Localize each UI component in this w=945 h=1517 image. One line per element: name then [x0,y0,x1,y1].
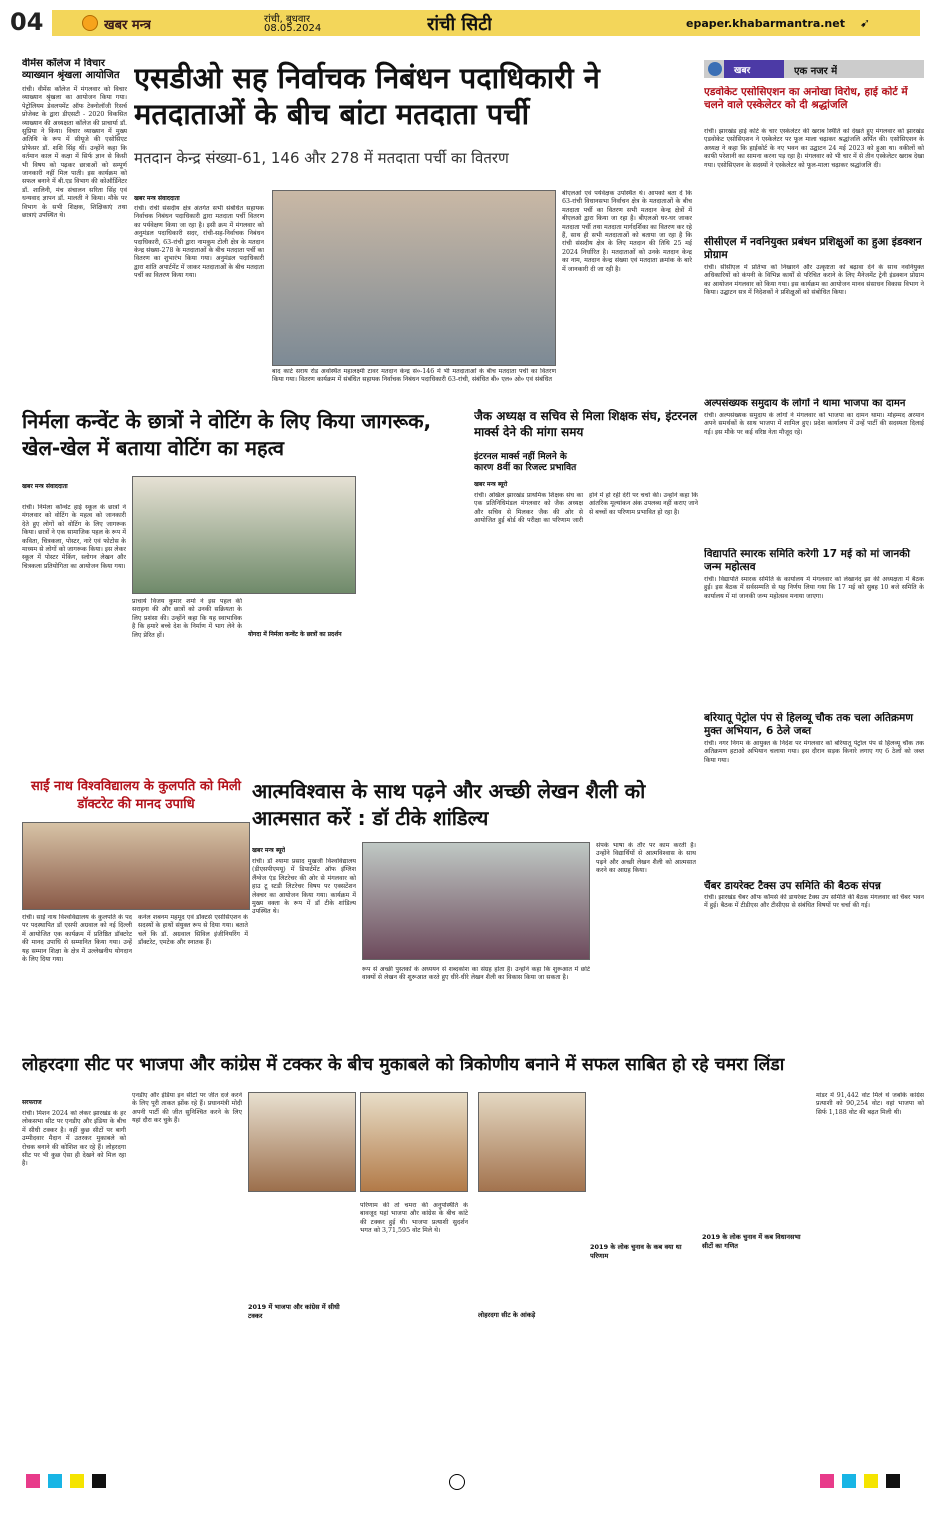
lohardaga-sub-2019: 2019 में भाजपा और कांग्रेस में सीधी टक्कर [248,1303,340,1320]
chamber-body: रांची। झारखंड चैंबर ऑफ कॉमर्स की डायरेक्ट टैक्स उप समिति की बैठक मंगलवार को चैंबर भवन में हुई। बैठक में टीडीएस और टीसीएस से संबंधित विषयों पर चर्चा की गई। [704,894,924,910]
lohardaga-photo-2 [360,1092,468,1192]
shandilya-body-2: रूप से अच्छी पुस्तकों के अध्ययन से शब्दकोश का संग्रह होता है। उन्होंने कहा कि शुरूआत में छोटे वाक्यों से लेखन की शुरूआत करते हुए धीरे-धीरे लेखन शैली का विकास किया जा सकता है। [362,966,590,982]
lohardaga-byline: सरफराज [22,1099,42,1106]
kulpati-headline: साईं नाथ विश्वविद्यालय के कुलपति को मिली डॉक्टरेट की मानद उपाधि [30,779,242,812]
shandilya-body: रांची। डॉ श्यामा प्रसाद मुखर्जी विश्वविद्यालय (डीएसपीएमयू) में डिपार्टमेंट ऑफ इंग्लिश लैंग्वेज एंड लिटरेचर की ओर से मंगलवार को हाउ टू स्टडी लिटरेचर विषय पर एक्सटेंशन लेक्चर का आयोजन किया गया। कार्यक्रम में मुख्य वक्ता के रूप में डॉ टीके शांडिल्य उपस्थित थे। [252,858,356,916]
lohardaga-body-3: परिणाम की तो चमरा की अनुपस्थिति के बावजूद यहां भाजपा और कांग्रेस के बीच कांटे की टक्कर हुई थी। भाजपा प्रत्याशी सुदर्शन भगत को 3,71,595 वोट मिले थे। [360,1202,468,1235]
lohardaga-photo-1 [248,1092,356,1192]
ek-nazar-ribbon [704,60,924,78]
nirmala-caption: योगदा में निर्मला कन्वेंट के छात्रों का प्रदर्शन [248,631,342,638]
kulpati-body: रांची। साईं नाथ विश्वविद्यालय के कुलपति के पद पर पदस्थापित डॉ एसपी अग्रवाल को नई दिल्ली में आयोजित एक कार्यक्रम में प्रतिष्ठित डॉक्टरेट की मानद उपाधि से सम्मानित किया गया। उन्हें यह सम्मान शिक्षा के क्षेत्र में उल्लेखनीय योगदान के लिए दिया गया। [22,914,132,964]
website-url[interactable]: epaper.khabarmantra.net [686,17,845,30]
shandilya-photo [362,842,590,960]
brand-name: खबर मन्त्र [104,18,152,33]
lohardaga-story [22,1052,924,1452]
masthead [0,0,945,46]
nirmala-body-2: प्राचार्य विजय कुमार शर्मा ने इस पहल की सराहना की और छात्रों को उनकी सक्रियता के लिए प्रशंसा की। उन्होंने कहा कि यह स्वाभाविक है कि हमारे बच्चे देश के निर्माण में भाग लेने के लिए प्रेरित हों। [132,598,242,639]
lohardaga-body-4: मांडर में 91,442 वोट मिले थे जबकि कांग्रेस प्रत्याशी को 90,254 वोट। वहां भाजपा को सिर्फ 1,188 वोट की बढ़त मिली थी। [816,1092,924,1116]
women-college-story [22,58,127,390]
main-photo-caption: बाद कार्ट सराय रोड अवस्थित महालक्ष्मी टावर मतदान केन्द्र सं०-146 में भी मतदाताओं के बीच मतदाता पर्ची का वितरण किया गया। वितरण कार्यक्रम में संबंधित सहायक निर्वाचक निबंधन पदाधिकारी 63-रांची, संबंधित बी० एल० ओ० एवं संबंधित [272,368,556,384]
ccl-headline: सीसीएल में नवनियुक्त प्रबंधन प्रशिक्षुओं का हुआ इंडक्शन प्रोग्राम [704,236,922,261]
ribbon-title: एक नजर में [794,66,838,77]
nirmala-byline: खबर मन्त्र संवाददाता [22,483,68,490]
jac-headline: जैक अध्यक्ष व सचिव से मिला शिक्षक संघ, इंटरनल मार्क्स देने की मांगा समय [474,409,698,439]
bjp-join-headline: अल्पसंख्यक समुदाय के लोगों ने थामा भाजपा का दामन [704,398,906,409]
escalator-headline: एडवोकेट एसोसिएशन का अनोखा विरोध, हाई कोर्ट में चलने वाले एस्केलेटर को दी श्रद्धांजलि [704,86,908,111]
cursor-icon: ➹ [860,16,871,30]
shandilya-byline: खबर मन्त्र ब्यूरो [252,847,286,854]
story-headline: वीमेंस कॉलेज में विचार व्याख्यान श्रृंखला आयोजित [22,58,120,81]
chamber-headline: चैंबर डायरेक्ट टैक्स उप समिति की बैठक संपन्न [704,880,881,892]
ek-nazar-column [704,60,924,1060]
lohardaga-body: रांची। मिशन 2024 को लेकर झारखंड के हर लोकसभा सीट पर एनडीए और इंडिया के बीच में सीधी टक्कर है। वहीं कुछ सीटों पर बागी उम्मीदवार मैदान में उतरकर मुकाबले को रोचक बनाने की कोशिश कर रहे हैं। लोहरदगा सीट पर भी कुछ ऐसा ही देखने को मिल रहा है। [22,1110,126,1168]
main-subhead: मतदान केन्द्र संख्या-61, 146 और 278 में मतदाता पर्ची का वितरण [134,149,509,167]
escalator-body: रांची। झारखंड हाई कोर्ट के चार एस्केलेटर की खराब स्थिति को देखते हुए मंगलवार को झारखंड एडवोकेट एसोसिएशन ने एस्केलेटर पर फूल माला चढ़ाकर श्रद्धांजलि अर्पित की। एसोसिएशन के अध्यक्ष ने कहा कि हाईकोर्ट के नए भवन का उद्घाटन 24 मई 2023 को हुआ था। वकीलों को काफी परेशानी का सामना करना पड़ रहा है। मंगलवार को भी चार में से तीन एस्केलेटर खराब देखा गया। एसोसिएशन के सदस्यों ने एस्केलेटर को फूल-माला चढ़ाकर श्रद्धांजलि दी। [704,128,924,169]
vidyapati-body: रांची। विद्यापति स्मारक समिति के कार्यालय में मंगलवार को लेखानंद झा की अध्यक्षता में बैठक हुई। इस बैठक में सर्वसम्मति से यह निर्णय लिया गया कि 17 मई को सुबह 10 बजे समिति के कार्यालय में मां जानकी जन्म महोत्सव मनाया जाएगा। [704,576,924,600]
globe-icon [708,62,722,76]
date: 08.05.2024 [264,23,322,34]
shandilya-headline: आत्मविश्वास के साथ पढ़ने और अच्छी लेखन शैली को आत्मसात करें : डॉ टीके शांडिल्य [252,779,646,830]
main-story [134,60,694,390]
kulpati-story [22,778,250,1040]
registration-mark-icon [449,1474,465,1490]
city-date: रांची, बुधवार [264,14,311,25]
kulpati-body-2: कर्नल शबनम महमूद एवं डॉक्टर्स एसोसिएशन के सदस्यों के हाथों संयुक्त रूप से दिया गया। बताते चलें कि डॉ. अग्रवाल सिविल इंजीनियरिंग में डॉक्टरेट, एमटेक और स्नातक हैं। [138,914,248,947]
lohardaga-headline: लोहरदगा सीट पर भाजपा और कांग्रेस में टक्कर के बीच मुकाबले को त्रिकोणीय बनाने में सफल साबित हो रहे चमरा लिंडा [22,1055,785,1075]
main-body-2: बीएलओ एवं पर्यवेक्षक उपस्थित थे। आपको बता दें कि 63-रांची विधानसभा निर्वाचन क्षेत्र के मतदाताओं के बीच मतदाता पर्ची का वितरण सभी मतदान केन्द्र क्षेत्रों में बीएलओ द्वारा किया जा रहा है। बीएलओ घर-घर जाकर मतदाता पर्ची तथा मतदाता मार्गदर्शिका का वितरण कर रहे हैं, साथ ही सभी मतदाताओं को बताया जा रहा है कि रांची संसदीय क्षेत्र के लिए मतदान की तिथि 25 मई 2024 निर्धारित है। मतदाताओं को उनके मतदान केन्द्र का नाम, मतदान केन्द्र संख्या एवं मतदाता क्रमांक के बारे में जानकारी दी जा रही है। [562,190,692,273]
color-registration-left [26,1474,126,1488]
ribbon-label: खबर [724,60,784,78]
lohardaga-sub-assembly: 2019 के लोक चुनाव में कब विधानसभा सीटों का गणित [702,1233,801,1250]
jac-byline: खबर मन्त्र ब्यूरो [474,481,508,488]
shandilya-body-3: संपर्क भाषा के तौर पर काम करती है। उन्होंने विद्यार्थियों से आत्मविश्वास के साथ पढ़ने और अच्छी लेखन शैली को आत्मसात करने का आग्रह किया। [596,842,696,875]
masthead-band [52,10,920,36]
brand-logo-icon [82,15,98,31]
main-body: रांची। रांची संसदीय क्षेत्र अंतर्गत सभी संबंधित सहायक निर्वाचक निबंधन पदाधिकारी द्वारा मतदाता पर्ची वितरण का पर्यवेक्षण किया जा रहा है। इसी क्रम में मंगलवार को अनुमंडल पदाधिकारी सदर, रांची-सह-निर्वाचक निबंधन पदाधिकारी, 63-रांची द्वारा नामकुम टोली क्षेत्र के मतदान केन्द्र संख्या-278 के मतदाताओं के बीच मतदाता पर्ची का वितरण का शुभारंभ किया गया। अनुमंडल पदाधिकारी द्वारा शांति अपार्टमेंट में जाकर मतदाताओं के बीच मतदाता पर्ची का वितरण किया गया। [134,205,264,280]
lohardaga-sub-result: 2019 के लोक चुनाव के कब क्या था परिणाम [590,1243,682,1260]
main-photo [272,190,556,366]
main-headline: एसडीओ सह निर्वाचक निबंधन पदाधिकारी ने मतदाताओं के बीच बांटा मतदाता पर्ची [134,61,600,131]
ccl-body: रांची। सीसीएल में प्रतिभा को निखारने और उत्कृष्टता को बढ़ावा देने के साथ नवनियुक्त अधिकारियों को कंपनी के विभिन्न कार्यों से परिचित कराने के लिए मैनेजमेंट ट्रेनी इंडक्शन प्रोग्राम का आयोजन मंगलवार को किया गया। इस कार्यक्रम का आयोजन मानव संसाधन विकास विभाग ने किया। उद्घाटन सत्र में निदेशकों ने प्रशिक्षुओं को संबोधित किया। [704,264,924,297]
nirmala-body: रांची। निर्मला कॉन्वेंट हाई स्कूल के छात्रों ने मंगलवार को वोटिंग के महत्व को जानकारी देते हुए लोगों को वोटिंग के लिए जागरूक किया। छात्रों ने एक सामाजिक पहल के रूप में कविता, चित्रकला, पोस्टर, नारे एवं फोटोस के माध्यम से लोगों को जागरूक किया। इस लेकर स्कूल में पोस्टर मेकिंग, स्लोगन लेखन और चित्रकला प्रतियोगिता का आयोजन किया गया। [22,504,126,570]
story-body: रांची। वीमेंस कॉलेज में मंगलवार को विचार व्याख्यान श्रृंखला का आयोजन किया गया। पेट्रोलियम डेवलपमेंट ऑफ टेक्नोलॉजी रिसर्च प्रोजेक्ट के द्वारा डीएसटी - 2020 विकसित व्याख्यान की अध्यक्षता कॉलेज की प्राचार्या डॉ. सुप्रिया ने किया। विचार व्याख्यान में मुख्य अतिथि के रूप में सीयूजे की एसोसिएट प्रोफेसर डॉ. शशि सिंह थीं। उन्होंने कहा कि वर्तमान काल में कक्षा में सिर्फ ज्ञान से किसी भी विषय को पढ़कर छात्राओं को सम्पूर्ण जानकारी नहीं मिल पाती। इस कार्यक्रम को सफल बनाने में बी.एड विभाग की कोऑर्डिनेटर डॉ. शालिनी, मंच संचालन सरिता सिंह एवं धन्यवाद ज्ञापन डॉ. मालती ने किया। मौके पर विभाग के सभी शिक्षक, शिक्षिकाएं तथा छात्राएं उपस्थित थे। [22,86,127,220]
shandilya-story [252,778,698,1040]
lohardaga-photo-3 [478,1092,586,1192]
jac-body: रांची। अखिल झारखंड प्राथमिक शिक्षक संघ का एक प्रतिनिधिमंडल मंगलवार को जैक अध्यक्ष और सचिव से मिलकर जैक की ओर से आयोजित हुई बोर्ड की परीक्षा का परिणाम जारी होने में हो रही देरी पर चर्चा की। उन्होंने कहा कि आंतरिक मूल्यांकन अंक उपलब्ध नहीं कराए जाने से बच्चों का परिणाम प्रभावित हो रहा है। [474,492,698,525]
color-registration-right [820,1474,920,1488]
lohardaga-body-2: एनडीए और इंडिया इन सीटों पर जीत दर्ज करने के लिए पूरी ताकत झोंक रहे हैं। प्रधानमंत्री मोदी अपनी पार्टी की जीत सुनिश्चित करने के लिए यहां दौरा कर चुके हैं। [132,1092,242,1125]
lohardaga-sub-figures: लोहरदगा सीट के आंकड़े [478,1311,536,1319]
nirmala-headline: निर्मला कन्वेंट के छात्रों ने वोटिंग के लिए किया जागरूक, खेल-खेल में बताया वोटिंग का महत्व [22,409,432,460]
vidyapati-headline: विद्यापति स्मारक समिति करेगी 17 मई को मां जानकी जन्म महोत्सव [704,548,910,573]
main-byline: खबर मन्त्र संवाददाता [134,195,180,202]
bjp-join-body: रांची। अल्पसंख्यक समुदाय के लोगों ने मंगलवार को भाजपा का दामन थामा। मोहम्मद अरमान अपने समर्थकों के साथ भाजपा में शामिल हुए। प्रदेश कार्यालय में उन्हें पार्टी की सदस्यता दिलाई गई। इस मौके पर कई वरिष्ठ नेता मौजूद रहे। [704,412,924,436]
nirmala-photo [132,476,356,594]
nirmala-story [22,408,467,770]
encroachment-headline: बरियातू पेट्रोल पंप से हिलव्यू चौक तक चला अतिक्रमण मुक्त अभियान, 6 ठेले जब्त [704,712,913,737]
section-title: रांची सिटी [427,14,492,35]
jac-kicker: इंटरनल मार्क्स नहीं मिलने के कारण 8वीं का रिजल्ट प्रभावित [474,452,577,473]
encroachment-body: रांची। नगर निगम के आयुक्त के निर्देश पर मंगलवार को बरियातू पेट्रोल पंप से हिलव्यू चौक तक अतिक्रमण हटाओ अभियान चलाया गया। इस दौरान सड़क किनारे लगाए गए 6 ठेलों को जब्त किया गया। [704,740,924,764]
page-number: 04 [10,8,44,36]
kulpati-photo [22,822,250,910]
jac-story [474,408,698,770]
